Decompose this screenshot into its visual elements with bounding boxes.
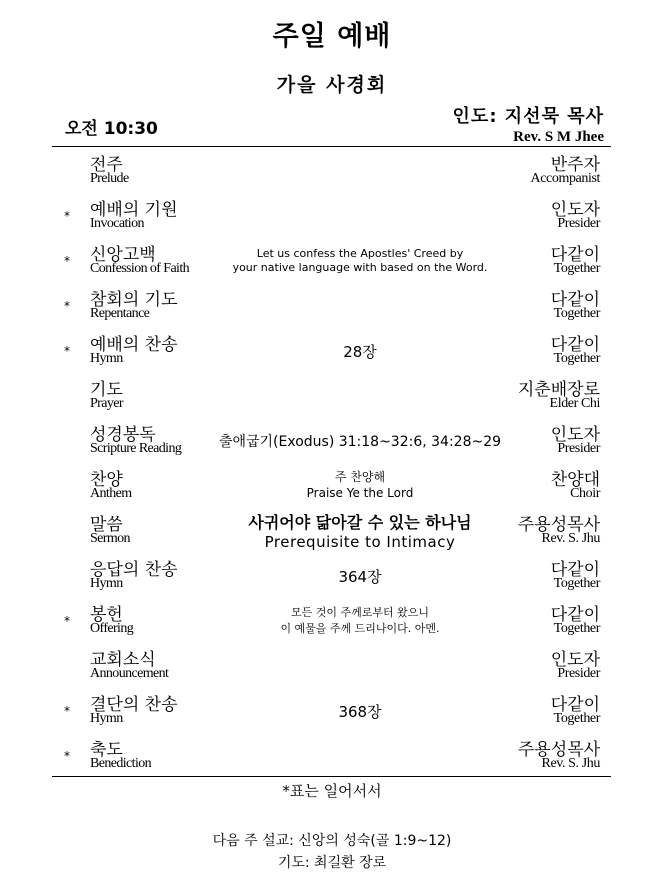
anthem-title-korean: 주 찬양해 [334,470,386,484]
role-korean: 다같이 [550,560,600,580]
offering-line-1: 모든 것이 주께로부터 왔으니 [290,606,429,619]
role-english: Presider [557,666,600,681]
item-english: Announcement [90,666,169,681]
offering-line-2: 이 예물을 주께 드리나이다. 아멘. [280,622,440,635]
order-item-response-hymn [0,552,664,597]
order-item-anthem [0,462,664,507]
item-english: Hymn [90,576,123,591]
role-korean: 다같이 [550,335,600,355]
page-title: 주일 예배 [272,21,392,52]
leader-english: Rev. S M Jhee [513,129,604,145]
role-english: Accompanist [530,171,600,186]
item-korean: 봉헌 [90,605,123,625]
item-korean: 성경봉독 [90,425,156,445]
item-english: Prelude [90,171,129,186]
next-week-prayer: 기도: 최길환 장로 [277,855,387,871]
item-korean: 응답의 찬송 [90,560,178,580]
item-korean: 기도 [90,380,123,400]
order-item-scripture [0,417,664,462]
role-korean: 인도자 [550,650,600,670]
role-english: Elder Chi [549,396,600,411]
item-korean: 교회소식 [90,650,156,670]
role-english: Rev. S. Jhu [541,531,600,546]
item-korean: 결단의 찬송 [90,695,178,715]
creed-instruction [210,247,510,275]
role-korean: 찬양대 [550,470,600,490]
item-english: Offering [90,621,134,636]
standing-marker: * [64,749,70,763]
creed-line-1: Let us confess the Apostles' Creed by [256,247,464,260]
item-korean: 축도 [90,740,123,760]
item-english: Scripture Reading [90,441,182,456]
scripture-reference: 출애굽기(Exodus) 31:18~32:6, 34:28~29 [218,434,502,450]
role-english: Together [553,306,600,321]
item-english: Repentance [90,306,150,321]
leader-block [453,102,604,146]
standing-marker: * [64,299,70,313]
standing-marker: * [64,344,70,358]
standing-marker: * [64,614,70,628]
item-english: Prayer [90,396,123,411]
role-korean: 지춘배장로 [517,380,600,400]
item-korean: 예배의 찬송 [90,335,178,355]
role-english: Choir [570,486,600,501]
standing-marker: * [64,704,70,718]
sermon-title-english: Prerequisite to Intimacy [264,533,456,551]
role-korean: 주용성목사 [517,515,600,535]
item-korean: 전주 [90,155,123,175]
hymn-number: 364장 [338,568,382,586]
role-english: Presider [557,441,600,456]
leader-korean: 인도: 지선묵 목사 [452,106,604,127]
role-english: Together [553,261,600,276]
item-english: Anthem [90,486,132,501]
sermon-title [200,510,520,551]
hymn-number: 28장 [343,343,377,361]
role-english: Rev. S. Jhu [541,756,600,771]
item-korean: 찬양 [90,470,123,490]
page-subtitle: 가을 사경회 [276,74,388,96]
service-time: 오전 10:30 [65,119,158,139]
standing-marker: * [64,209,70,223]
item-english: Invocation [90,216,144,231]
item-english: Hymn [90,351,123,366]
role-english: Together [553,576,600,591]
order-item-invocation [0,192,664,237]
role-korean: 다같이 [550,695,600,715]
sermon-title-korean: 사귀어야 닮아갈 수 있는 하나님 [248,513,472,532]
hymn-number: 368장 [338,703,382,721]
role-english: Presider [557,216,600,231]
role-korean: 인도자 [550,425,600,445]
order-item-announcement [0,642,664,687]
role-english: Together [553,621,600,636]
role-korean: 다같이 [550,245,600,265]
anthem-title [210,469,510,501]
order-item-prelude [0,147,664,192]
order-item-offering [0,597,664,642]
item-korean: 예배의 기원 [90,200,178,220]
standing-marker: * [64,254,70,268]
order-item-sermon [0,507,664,552]
item-korean: 말씀 [90,515,123,535]
order-item-confession [0,237,664,282]
role-korean: 다같이 [550,605,600,625]
item-korean: 참회의 기도 [90,290,178,310]
next-week-sermon: 다음 주 설교: 신앙의 성숙(골 1:9~12) [212,833,452,849]
role-english: Together [553,711,600,726]
role-korean: 반주자 [550,155,600,175]
item-english: Sermon [90,531,130,546]
role-korean: 인도자 [550,200,600,220]
item-korean: 신앙고백 [90,245,156,265]
standing-note: *표는 일어서서 [282,782,382,800]
creed-line-2: your native language with based on the Word. [232,261,488,274]
anthem-title-english: Praise Ye the Lord [306,486,414,500]
bottom-divider [52,776,611,777]
order-item-repentance [0,282,664,327]
item-english: Hymn [90,711,123,726]
offering-prayer [210,605,510,637]
item-english: Benediction [90,756,152,771]
order-item-opening-hymn [0,327,664,372]
item-english: Confession of Faith [90,261,190,276]
role-korean: 다같이 [550,290,600,310]
order-item-prayer [0,372,664,417]
role-english: Together [553,351,600,366]
order-item-closing-hymn [0,687,664,732]
order-item-benediction [0,732,664,777]
role-korean: 주용성목사 [517,740,600,760]
